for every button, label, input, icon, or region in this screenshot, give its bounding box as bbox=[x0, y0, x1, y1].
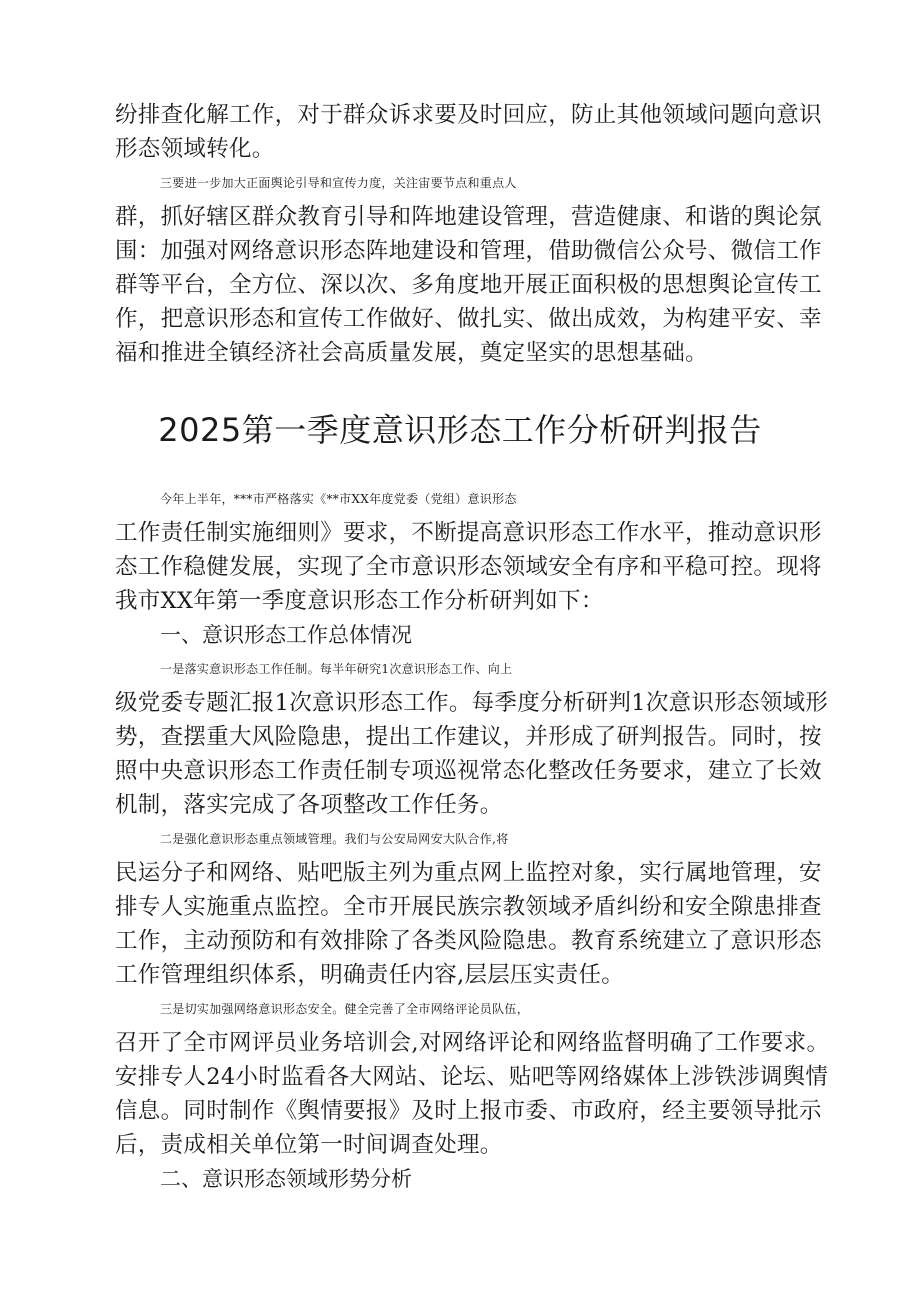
text-line: 级党委专题汇报1次意识形态工作。每季度分析研判1次意识形态领域形 bbox=[115, 690, 829, 716]
text-line: 后，责成相关单位第一时间调查处理。 bbox=[115, 1132, 503, 1158]
text-line: 福和推进全镇经济社会高质量发展，奠定坚实的思想基础。 bbox=[115, 340, 708, 366]
text-line: 群，抓好辖区群众教育引导和阵地建设管理，营造健康、和谐的舆论氛 bbox=[115, 204, 822, 230]
section-heading: 一、意识形态工作总体情况 bbox=[160, 623, 412, 647]
text-line: 二是强化意识形态重点领域管理。我们与公安局网安大队合作,将 bbox=[160, 832, 509, 846]
text-line: 形态领域转化。 bbox=[115, 136, 275, 162]
text-line: 三要进一步加大正面舆论引导和宣传力度，关注宙要节点和重点人 bbox=[160, 176, 517, 190]
text-line: 一是落实意识形态工作任制。每半年研究1次意识形态工作、向上 bbox=[160, 662, 513, 676]
text-line: 纷排查化解工作，对于群众诉求要及时回应，防止其他领域问题向意识 bbox=[115, 102, 822, 128]
text-line: 作，把意识形态和宣传工作做好、做扎实、做出成效，为构建平安、幸 bbox=[115, 306, 822, 332]
text-line: 机制，落实完成了各项整改工作任务。 bbox=[115, 792, 503, 818]
text-line: 召开了全市网评员业务培训会,对网络评论和网络监督明确了工作要求。 bbox=[115, 1030, 830, 1056]
text-line: 信息。同时制作《舆情要报》及时上报市委、市政府，经主要领导批示 bbox=[115, 1098, 822, 1124]
text-line: 三是切实加强网络意识形态安全。健全完善了全市网络评论员队伍， bbox=[160, 1002, 530, 1016]
text-line: 工作责任制实施细则》要求，不断提高意识形态工作水平，推动意识形 bbox=[115, 520, 822, 546]
text-line: 照中央意识形态工作责任制专项巡视常态化整改任务要求，建立了长效 bbox=[115, 758, 822, 784]
text-line: 工作管理组织体系，明确责任内容,层层压实责任。 bbox=[115, 962, 625, 988]
text-line: 势，查摆重大风险隐患，提出工作建议，并形成了研判报告。同时，按 bbox=[115, 724, 822, 750]
text-line: 安排专人24小时监看各大网站、论坛、贴吧等网络媒体上涉铁涉调舆情 bbox=[115, 1064, 829, 1090]
text-line: 态工作稳健发展，实现了全市意识形态领域安全有序和平稳可控。现将 bbox=[115, 554, 822, 580]
section-heading: 二、意识形态领域形势分析 bbox=[160, 1167, 412, 1191]
report-title: 2025第一季度意识形态工作分析研判报告 bbox=[158, 411, 762, 449]
text-line: 群等平台，全方位、深以次、多角度地开展正面积极的思想舆论宣传工 bbox=[115, 272, 822, 298]
text-line: 我市XX年第一季度意识形态工作分析研判如下： bbox=[115, 588, 604, 614]
text-line: 工作，主动预防和有效排除了各类风险隐患。教育系统建立了意识形态 bbox=[115, 928, 822, 954]
text-line: 民运分子和网络、贴吧版主列为重点网上监控对象，实行属地管理，安 bbox=[115, 860, 822, 886]
text-line: 排专人实施重点监控。全市开展民族宗教领域矛盾纠纷和安全隙患排查 bbox=[115, 894, 822, 920]
text-line: 今年上半年，***市严格落实《**市XX年度党委（党组）意识形态 bbox=[160, 492, 517, 506]
text-line: 围：加强对网络意识形态阵地建设和管理，借助微信公众号、微信工作 bbox=[115, 238, 822, 264]
